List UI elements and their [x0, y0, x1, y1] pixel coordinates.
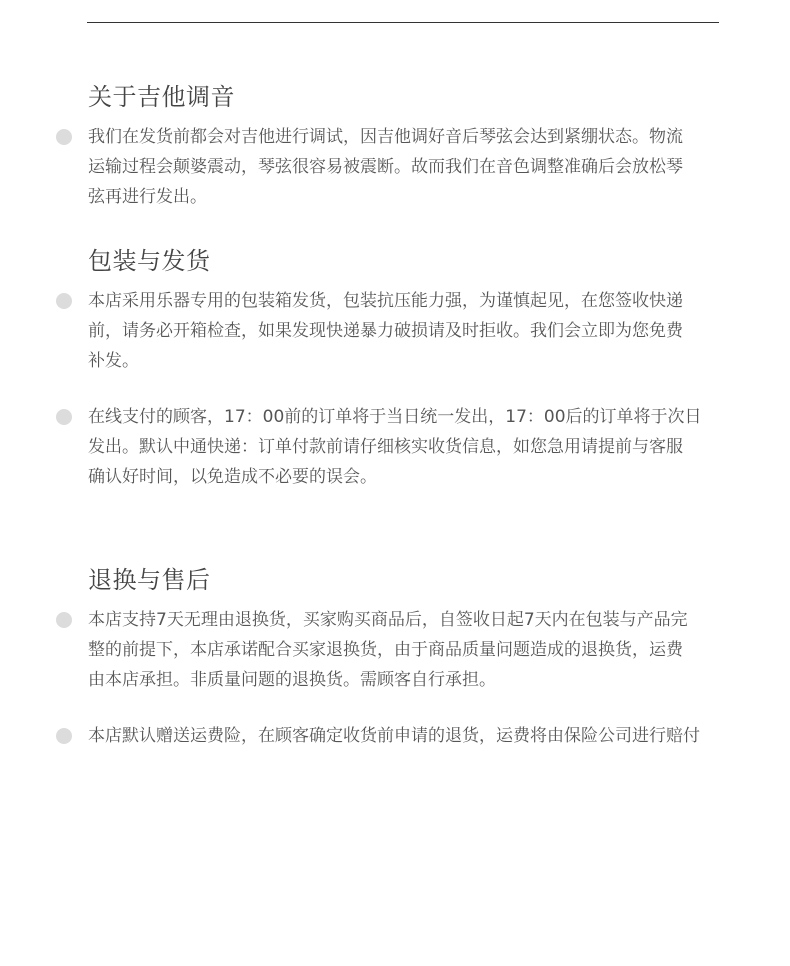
bullet-dot-icon [56, 612, 72, 628]
text-line: 在线支付的顾客，17：00前的订单将于当日统一发出，17：00后的订单将于次日 [88, 407, 702, 427]
text-line: 运输过程会颠婆震动，琴弦很容易被震断。故而我们在音色调整准确后会放松琴 [88, 157, 683, 177]
item-text [88, 605, 688, 695]
text-line: 本店采用乐器专用的包装箱发货，包装抗压能力强，为谨慎起见，在您签收快递 [88, 291, 683, 311]
text-line: 发出。默认中通快递：订单付款前请仔细核实收货信息，如您急用请提前与客服 [88, 437, 683, 457]
item-text [88, 721, 700, 751]
section-title-guitar-tuning: 关于吉他调音 [88, 83, 235, 111]
section-title-returns-after-sales: 退换与售后 [88, 566, 211, 594]
bullet-dot-icon [56, 129, 72, 145]
top-divider [87, 22, 719, 23]
item-text [88, 122, 683, 212]
bullet-dot-icon [56, 293, 72, 309]
bullet-dot-icon [56, 409, 72, 425]
text-line: 本店支持7天无理由退换货，买家购买商品后，自签收日起7天内在包装与产品完 [88, 610, 688, 630]
text-line: 本店默认赠送运费险，在顾客确定收货前申请的退货，运费将由保险公司进行赔付 [88, 726, 700, 746]
text-line: 确认好时间，以免造成不必要的误会。 [88, 467, 377, 487]
section-title-packaging-shipping: 包装与发货 [88, 247, 211, 275]
text-line: 我们在发货前都会对吉他进行调试，因吉他调好音后琴弦会达到紧绷状态。物流 [88, 127, 683, 147]
bullet-dot-icon [56, 728, 72, 744]
text-line: 补发。 [88, 351, 139, 371]
text-line: 由本店承担。非质量问题的退换货。需顾客自行承担。 [88, 670, 496, 690]
text-line: 前，请务必开箱检查，如果发现快递暴力破损请及时拒收。我们会立即为您免费 [88, 321, 683, 341]
text-line: 整的前提下，本店承诺配合买家退换货，由于商品质量问题造成的退换货，运费 [88, 640, 683, 660]
item-text [88, 402, 702, 492]
text-line: 弦再进行发出。 [88, 187, 207, 207]
item-text [88, 286, 683, 376]
